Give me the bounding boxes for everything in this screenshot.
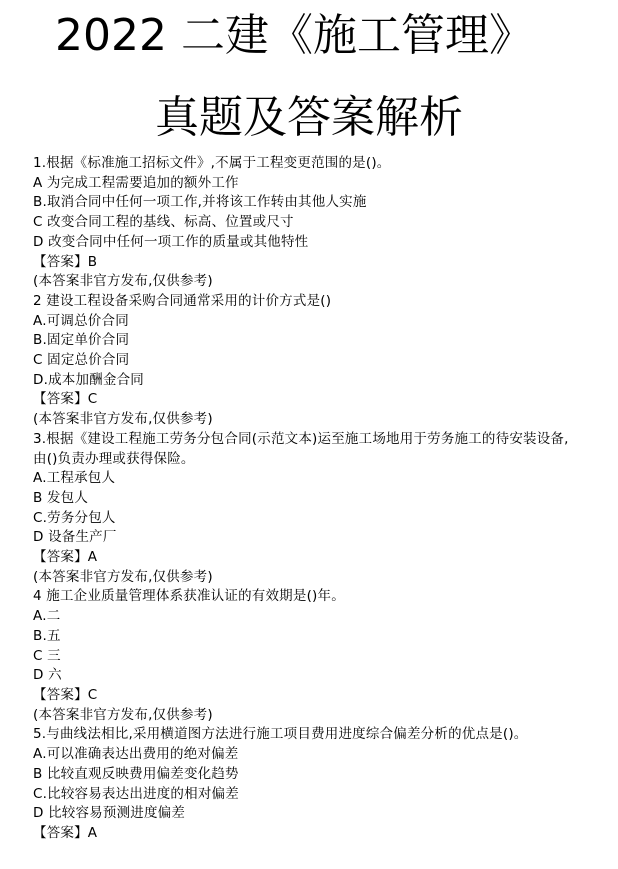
option-b: B 发包人 [33,489,89,506]
questions-body [33,154,573,844]
document-title-line1: 2022 二建《施工管理》 [55,10,533,61]
question-stem: 3.根据《建设工程施工劳务分包合同(示范文本)运至施工场地用于劳务施工的待安装设备,由()负责办理或获得保险。 [33,430,569,467]
option-d: D 设备生产厂 [33,529,117,546]
question-5 [33,725,573,843]
option-d: D 改变合同中任何一项工作的质量或其他特性 [33,233,309,250]
option-a: A.可调总价合同 [33,312,129,329]
answer-note: (本答案非官方发布,仅供参考) [33,568,213,585]
option-b: B.五 [33,627,61,644]
question-stem: 4 施工企业质量管理体系获准认证的有效期是()年。 [33,588,345,605]
question-2 [33,292,573,430]
answer-note: (本答案非官方发布,仅供参考) [33,706,213,723]
document-title-line2: 真题及答案解析 [155,92,463,143]
question-stem: 1.根据《标准施工招标文件》,不属于工程变更范围的是()。 [33,155,391,171]
option-d: D.成本加酬金合同 [33,371,144,388]
option-b: B.固定单价合同 [33,332,130,349]
option-d: D 六 [33,667,62,684]
option-c: C 改变合同工程的基线、标高、位置或尺寸 [33,214,294,231]
option-c: C 固定总价合同 [33,352,130,369]
option-a: A.二 [33,608,61,625]
option-a: A 为完成工程需要追加的额外工作 [33,174,239,191]
option-a: A.工程承包人 [33,470,116,487]
option-d: D 比较容易预测进度偏差 [33,805,186,822]
answer: 【答案】C [33,391,98,408]
answer: 【答案】A [33,824,98,841]
answer: 【答案】A [33,549,98,566]
answer-note: (本答案非官方发布,仅供参考) [33,273,213,290]
answer: 【答案】B [33,253,98,270]
option-c: C.劳务分包人 [33,509,116,526]
answer: 【答案】C [33,686,98,703]
option-b: B.取消合同中任何一项工作,并将该工作转由其他人实施 [33,194,367,211]
option-b: B 比较直观反映费用偏差变化趋势 [33,765,239,782]
option-a: A.可以准确表达出费用的绝对偏差 [33,746,239,763]
option-c: C 三 [33,647,61,664]
option-c: C.比较容易表达出进度的相对偏差 [33,785,239,802]
answer-note: (本答案非官方发布,仅供参考) [33,411,213,428]
question-4 [33,587,573,725]
question-stem: 5.与曲线法相比,采用横道图方法进行施工项目费用进度综合偏差分析的优点是()。 [33,726,528,743]
question-1 [33,154,573,292]
question-3 [33,430,573,588]
question-stem: 2 建设工程设备采购合同通常采用的计价方式是() [33,292,332,309]
